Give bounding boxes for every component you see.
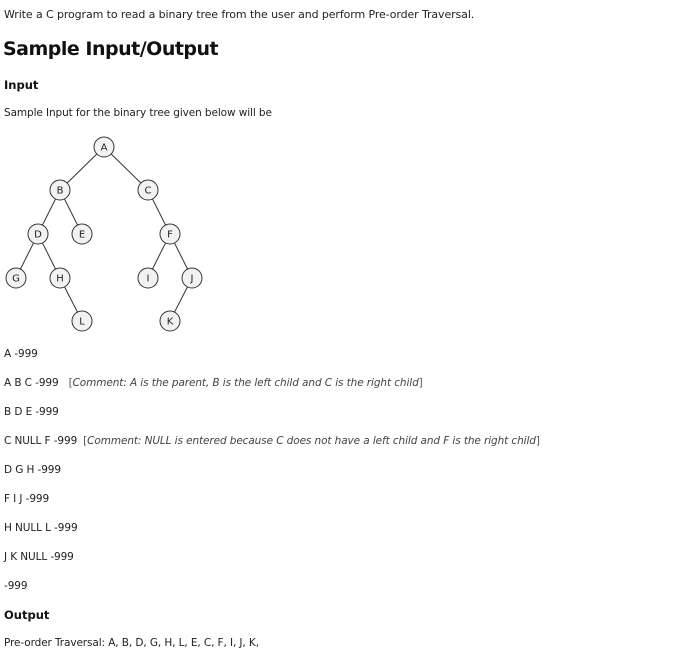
svg-text:D: D — [34, 229, 42, 241]
binary-tree-diagram — [0, 132, 220, 337]
svg-text:I: I — [146, 273, 150, 285]
input-line-9 — [4, 580, 27, 592]
tree-node-f — [160, 224, 180, 244]
svg-text:H: H — [56, 273, 64, 285]
svg-text:G: G — [12, 273, 20, 285]
tree-node-i — [138, 268, 158, 288]
input-line-text: -999 — [4, 580, 28, 592]
input-line-text: D G H -999 — [4, 464, 61, 476]
input-line-text: B D E -999 — [4, 406, 59, 418]
tree-node-d — [28, 224, 48, 244]
svg-text:F: F — [167, 229, 173, 241]
output-text: Pre-order Traversal: A, B, D, G, H, L, E, C, F, I, J, K, — [4, 637, 259, 649]
input-line-5 — [4, 464, 61, 476]
tree-node-b — [50, 180, 70, 200]
input-line-text: H NULL L -999 — [4, 522, 78, 534]
svg-text:J: J — [190, 273, 194, 285]
svg-text:A: A — [100, 142, 108, 154]
tree-node-a — [94, 137, 114, 157]
input-line-8 — [4, 551, 74, 563]
input-line-comment: [Comment: NULL is entered because C does not have a left child and F is the right child] — [83, 435, 540, 447]
tree-node-j — [182, 268, 202, 288]
section-title: Sample Input/Output — [3, 38, 219, 60]
svg-text:L: L — [79, 316, 85, 328]
tree-node-g — [6, 268, 26, 288]
input-line-text: A B C -999 — [4, 377, 59, 389]
input-line-comment: [Comment: A is the parent, B is the left child and C is the right child] — [68, 377, 423, 389]
input-line-text: F I J -999 — [4, 493, 50, 505]
input-description: Sample Input for the binary tree given below will be — [4, 107, 272, 119]
problem-statement: Write a C program to read a binary tree from the user and perform Pre-order Traversal. — [4, 8, 475, 21]
tree-node-l — [72, 311, 92, 331]
input-line-3 — [4, 406, 59, 418]
input-line-1 — [4, 348, 38, 360]
input-line-text: A -999 — [4, 348, 38, 360]
input-line-4 — [4, 435, 540, 447]
input-line-text: J K NULL -999 — [4, 551, 74, 563]
svg-text:E: E — [78, 229, 86, 241]
input-heading: Input — [4, 78, 39, 92]
tree-node-k — [160, 311, 180, 331]
svg-text:C: C — [144, 185, 152, 197]
input-line-6 — [4, 493, 49, 505]
tree-node-e — [72, 224, 92, 244]
tree-node-h — [50, 268, 70, 288]
svg-text:B: B — [56, 185, 64, 197]
input-line-7 — [4, 522, 78, 534]
output-heading: Output — [4, 608, 50, 622]
input-line-2 — [4, 377, 423, 389]
tree-node-c — [138, 180, 158, 200]
svg-text:K: K — [166, 316, 174, 328]
input-line-text: C NULL F -999 — [4, 435, 78, 447]
